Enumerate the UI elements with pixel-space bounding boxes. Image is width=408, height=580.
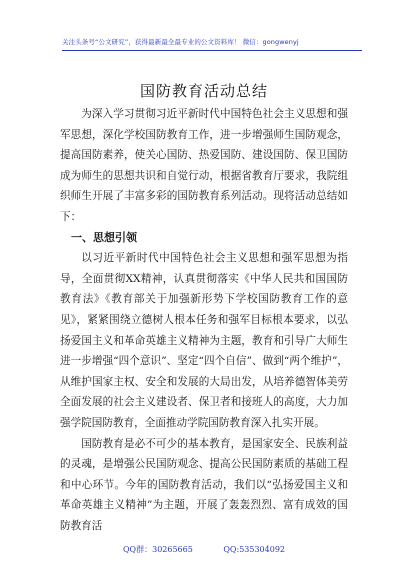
footer-qq: QQ:535304092 [223, 545, 285, 554]
footer-qq-group: QQ群：30265665 [122, 545, 193, 554]
page-header [0, 0, 408, 58]
header-divider [62, 50, 362, 51]
page-footer [0, 544, 408, 555]
section-paragraph: 以习近平新时代中国特色社会主义思想和强军思想为指导，全面贯彻XX精神，认真贯彻落实《中华人民共和国国防教育法》《教育部关于加强新形势下学校国防教育工作的意见》，紧紧围绕立德树人根本任务和强军目标根本要求，以弘扬爱国主义和革命英雄主义精神为主题，教育和引导广大师生进一步增强“四个意识”、坚定“四个自信”、做到“两个维护”，从维护国家主权、安全和发展的大局出发，从培养德智体美劳全面发展的社会主义建设者、保卫者和接班人的高度，大力加强学院国防教育，全面推动学院国防教育深入扎实开展。 [60, 252, 348, 429]
document-body [60, 104, 348, 536]
section-heading: 一、思想引领 [71, 230, 137, 244]
intro-paragraph: 为深入学习贯彻习近平新时代中国特色社会主义思想和强军思想，深化学校国防教育工作，进一步增强师生国防观念，提高国防素养，使关心国防、热爱国防、建设国防、保卫国防成为师生的思想共识和自觉行动，根据省教育厅要求，我院组织师生开展了丰富多彩的国防教育系列活动。现将活动总结如下： [60, 108, 348, 223]
header-promo-text: 关注头条号“公文研究”，获得最新最全最专业的公文资料库！ 微信：gongwenyj [62, 38, 299, 46]
document-title: 国防教育活动总结 [139, 82, 268, 100]
section-paragraph: 国防教育是必不可少的基本教育，是国家安全、民族利益的灵魂，是增强公民国防观念、提高公民国防素质的基础工程和中心环节。今年的国防教育活动，我们以“弘扬爱国主义和革命英雄主义精神”为主题，开展了轰轰烈烈、富有成效的国防教育活 [60, 437, 348, 532]
